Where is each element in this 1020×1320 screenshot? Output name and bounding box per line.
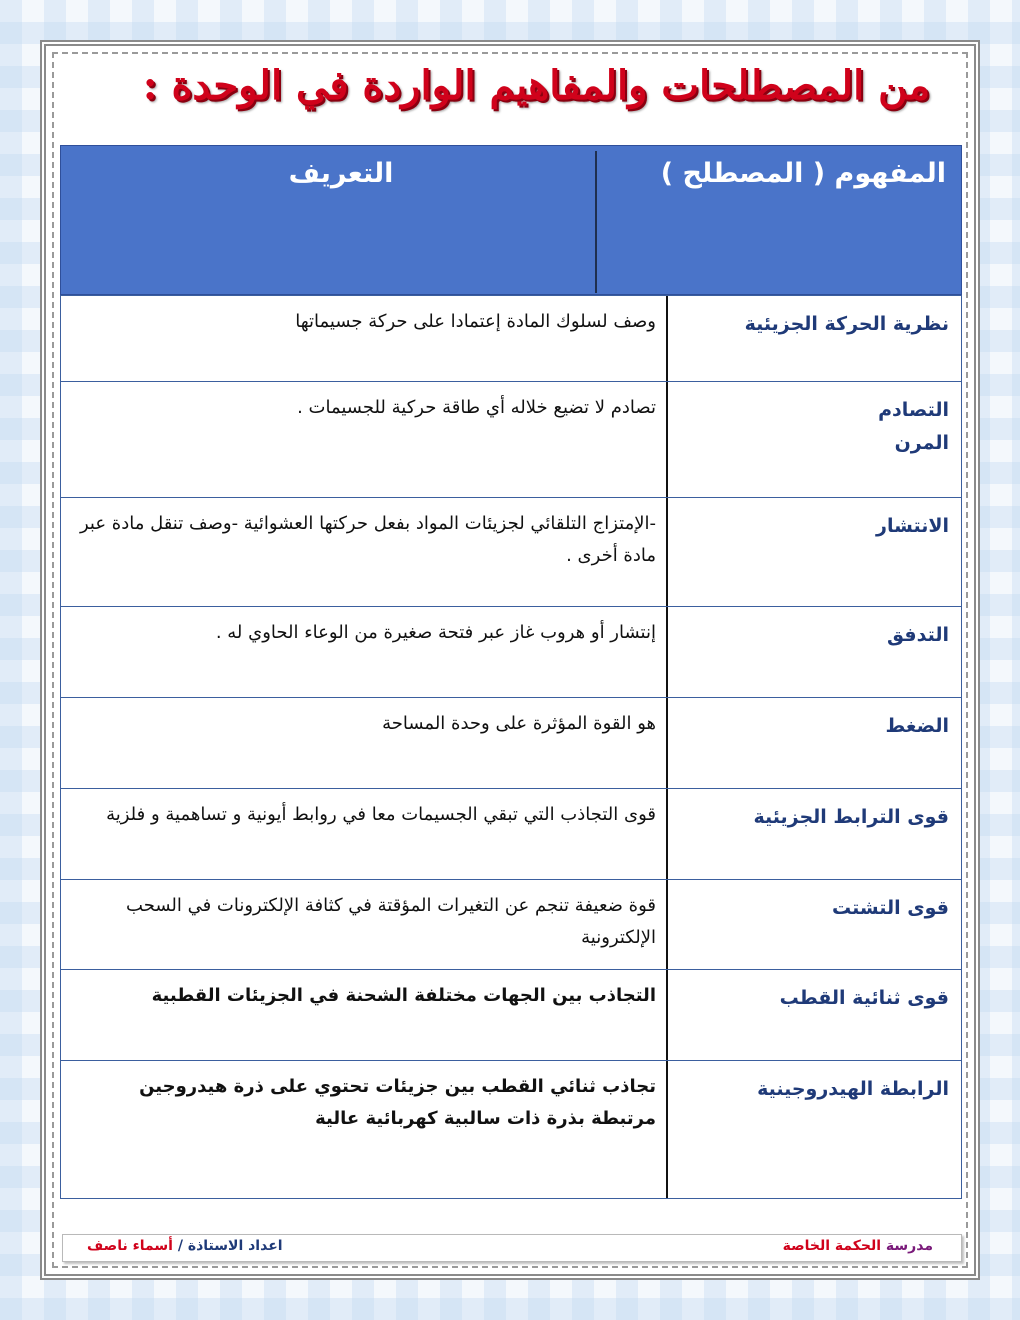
table-row: [61, 607, 961, 698]
term-cell: الضغط: [885, 715, 949, 737]
definition-cell: إنتشار أو هروب غاز عبر فتحة صغيرة من الوعاء الحاوي له .: [215, 622, 656, 643]
term-cell: الرابطة الهيدروجينية: [757, 1078, 949, 1100]
table-row: [61, 880, 961, 970]
page-title: من المصطلحات والمفاهيم الواردة في الوحدة :: [142, 62, 930, 109]
table-row: [61, 296, 961, 382]
term-cell: الانتشار: [876, 515, 949, 537]
term-cell: التدفق: [887, 624, 949, 646]
definition-cell: التجاذب بين الجهات مختلفة الشحنة في الجزيئات القطبية: [151, 985, 656, 1006]
term-cell: نظرية الحركة الجزيئية: [744, 313, 949, 335]
term-cell: قوى الترابط الجزيئية: [753, 806, 949, 828]
table-row: [61, 1061, 961, 1198]
definition-cell: قوى التجاذب التي تبقي الجسيمات معا في روابط أيونية و تساهمية و فلزية: [106, 804, 656, 825]
definition-cell: وصف لسلوك المادة إعتمادا على حركة جسيماتها: [295, 311, 656, 332]
author-prefix: اعداد الاستاذة /: [177, 1238, 283, 1254]
school-title: الحكمة الخاصة: [782, 1238, 882, 1254]
header-divider: [595, 151, 597, 293]
definition-cell: تجاذب ثنائي القطب بين جزيئات تحتوي على ذرة هيدروجين مرتبطة بذرة ذات سالبية كهربائية عالية: [139, 1076, 656, 1129]
definition-cell: -الإمتزاج التلقائي لجزيئات المواد بفعل حركتها العشوائية -وصف تنقل مادة عبر مادة أخرى .: [79, 513, 656, 566]
table-row: [61, 970, 961, 1061]
terms-table: [60, 295, 962, 1199]
school-name: [783, 1238, 933, 1254]
school-prefix: مدرسة: [885, 1238, 933, 1254]
table-row: [61, 498, 961, 607]
table-row: [61, 698, 961, 789]
author-name: أسماء ناصف: [87, 1238, 173, 1254]
header-definition: التعريف: [288, 158, 394, 189]
definition-cell: تصادم لا تضيع خلاله أي طاقة حركية للجسيمات .: [297, 397, 656, 418]
table-header: [60, 145, 962, 295]
header-term: المفهوم ( المصطلح ): [660, 158, 946, 189]
term-cell: قوى ثنائية القطب: [779, 987, 949, 1009]
term-cell: قوى التشتت: [832, 897, 949, 919]
footer-bar: [62, 1234, 962, 1262]
author-credit: [87, 1238, 283, 1254]
term-cell: التصادم المرن: [878, 399, 949, 454]
definition-cell: قوة ضعيفة تنجم عن التغيرات المؤقتة في كثافة الإلكترونات في السحب الإلكترونية: [126, 895, 656, 948]
table-row: [61, 789, 961, 880]
definition-cell: هو القوة المؤثرة على وحدة المساحة: [382, 713, 656, 734]
table-row: [61, 382, 961, 498]
